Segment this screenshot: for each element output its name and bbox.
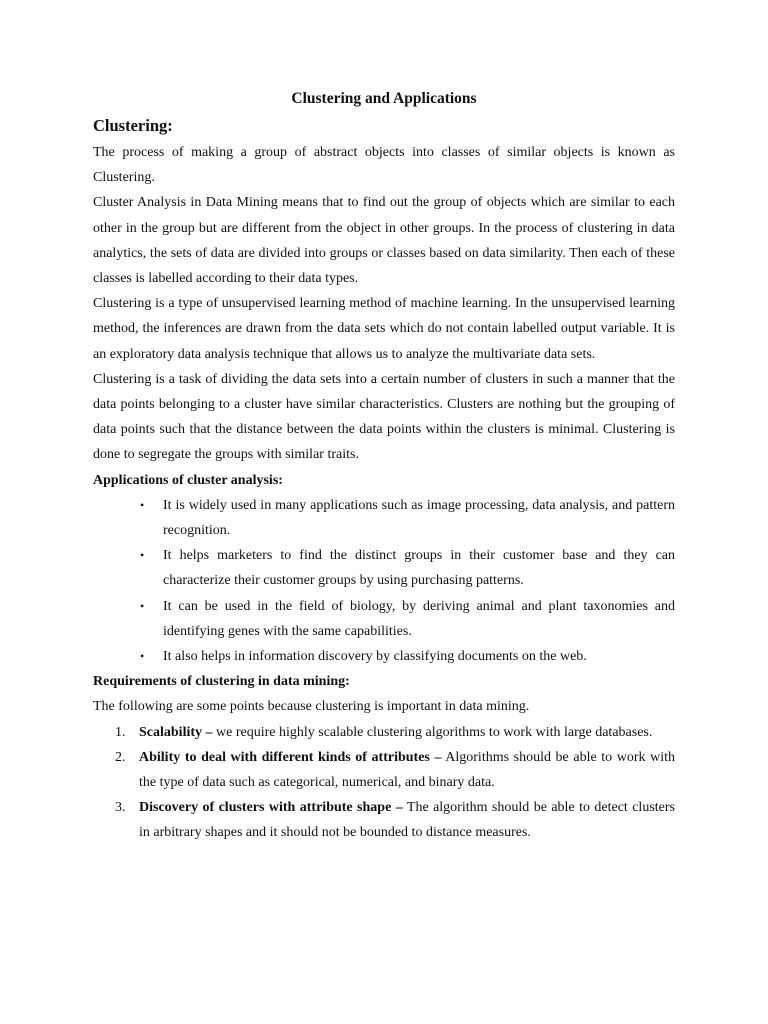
paragraph-unsupervised: Clustering is a type of unsupervised learning method of machine learning. In the unsupervised learning method, the inferences are drawn from the data sets which do not contain labelled output variable. It is an exploratory data analysis technique that allows us to analyze the multivariate data sets. xyxy=(93,296,675,362)
bullet-icon: • xyxy=(140,497,145,512)
list-item xyxy=(93,594,675,644)
document-page xyxy=(93,88,675,846)
requirement-term: Scalability – xyxy=(139,724,213,740)
requirement-term: Ability to deal with different kinds of attributes – xyxy=(139,749,442,765)
list-item-text: It can be used in the field of biology, by deriving animal and plant taxonomies and identifying genes with the same capabilities. xyxy=(163,598,675,639)
list-item-text: It is widely used in many applications such as image processing, data analysis, and pattern recognition. xyxy=(163,497,675,539)
list-item xyxy=(93,720,675,745)
requirement-term: Discovery of clusters with attribute shape – xyxy=(139,800,403,816)
list-number: 1. xyxy=(115,724,126,740)
bullet-icon: • xyxy=(140,598,145,613)
list-item-text: It helps marketers to find the distinct groups in their customer base and they can characterize their customer groups by using purchasing patterns. xyxy=(163,548,675,589)
requirements-heading: Requirements of clustering in data mining: xyxy=(93,674,350,690)
requirement-text: Algorithms should be able to work with the type of data such as categorical, numerical, and binary data. xyxy=(139,749,675,791)
list-item xyxy=(93,644,675,669)
list-item xyxy=(93,493,675,543)
requirements-intro: The following are some points because clustering is important in data mining. xyxy=(93,699,530,715)
requirement-text: The algorithm should be able to detect clusters in arbitrary shapes and it should not be bounded to distance measures. xyxy=(139,800,675,841)
paragraph-definition: The process of making a group of abstract objects into classes of similar objects is known as Clustering. xyxy=(93,145,675,186)
requirements-list xyxy=(93,720,675,846)
list-item xyxy=(93,795,675,845)
bullet-icon: • xyxy=(140,649,145,664)
clustering-heading: Clustering: xyxy=(93,116,173,135)
paragraph-dividing: Clustering is a task of dividing the data sets into a certain number of clusters in such a manner that the data points belonging to a cluster have similar characteristics. Clusters are nothing but the grouping of data points such that the distance between the data points within the clusters is minimal. Clustering is done to segregate the groups with similar traits. xyxy=(93,371,675,463)
requirement-text: we require highly scalable clustering algorithms to work with large databases. xyxy=(212,724,653,740)
list-item xyxy=(93,745,675,795)
list-number: 2. xyxy=(115,749,126,765)
list-item-text: It also helps in information discovery by classifying documents on the web. xyxy=(163,649,587,665)
applications-list xyxy=(93,493,675,669)
bullet-icon: • xyxy=(140,548,145,563)
paragraph-cluster-analysis: Cluster Analysis in Data Mining means that to find out the group of objects which are similar to each other in the group but are different from the object in other groups. In the process of clustering in data analytics, the sets of data are divided into groups or classes based on data similarity. Then each of these classes is labelled according to their data types. xyxy=(93,195,675,287)
list-number: 3. xyxy=(115,800,126,816)
list-item xyxy=(93,543,675,593)
document-title: Clustering and Applications xyxy=(291,90,477,107)
applications-heading: Applications of cluster analysis: xyxy=(93,472,283,488)
